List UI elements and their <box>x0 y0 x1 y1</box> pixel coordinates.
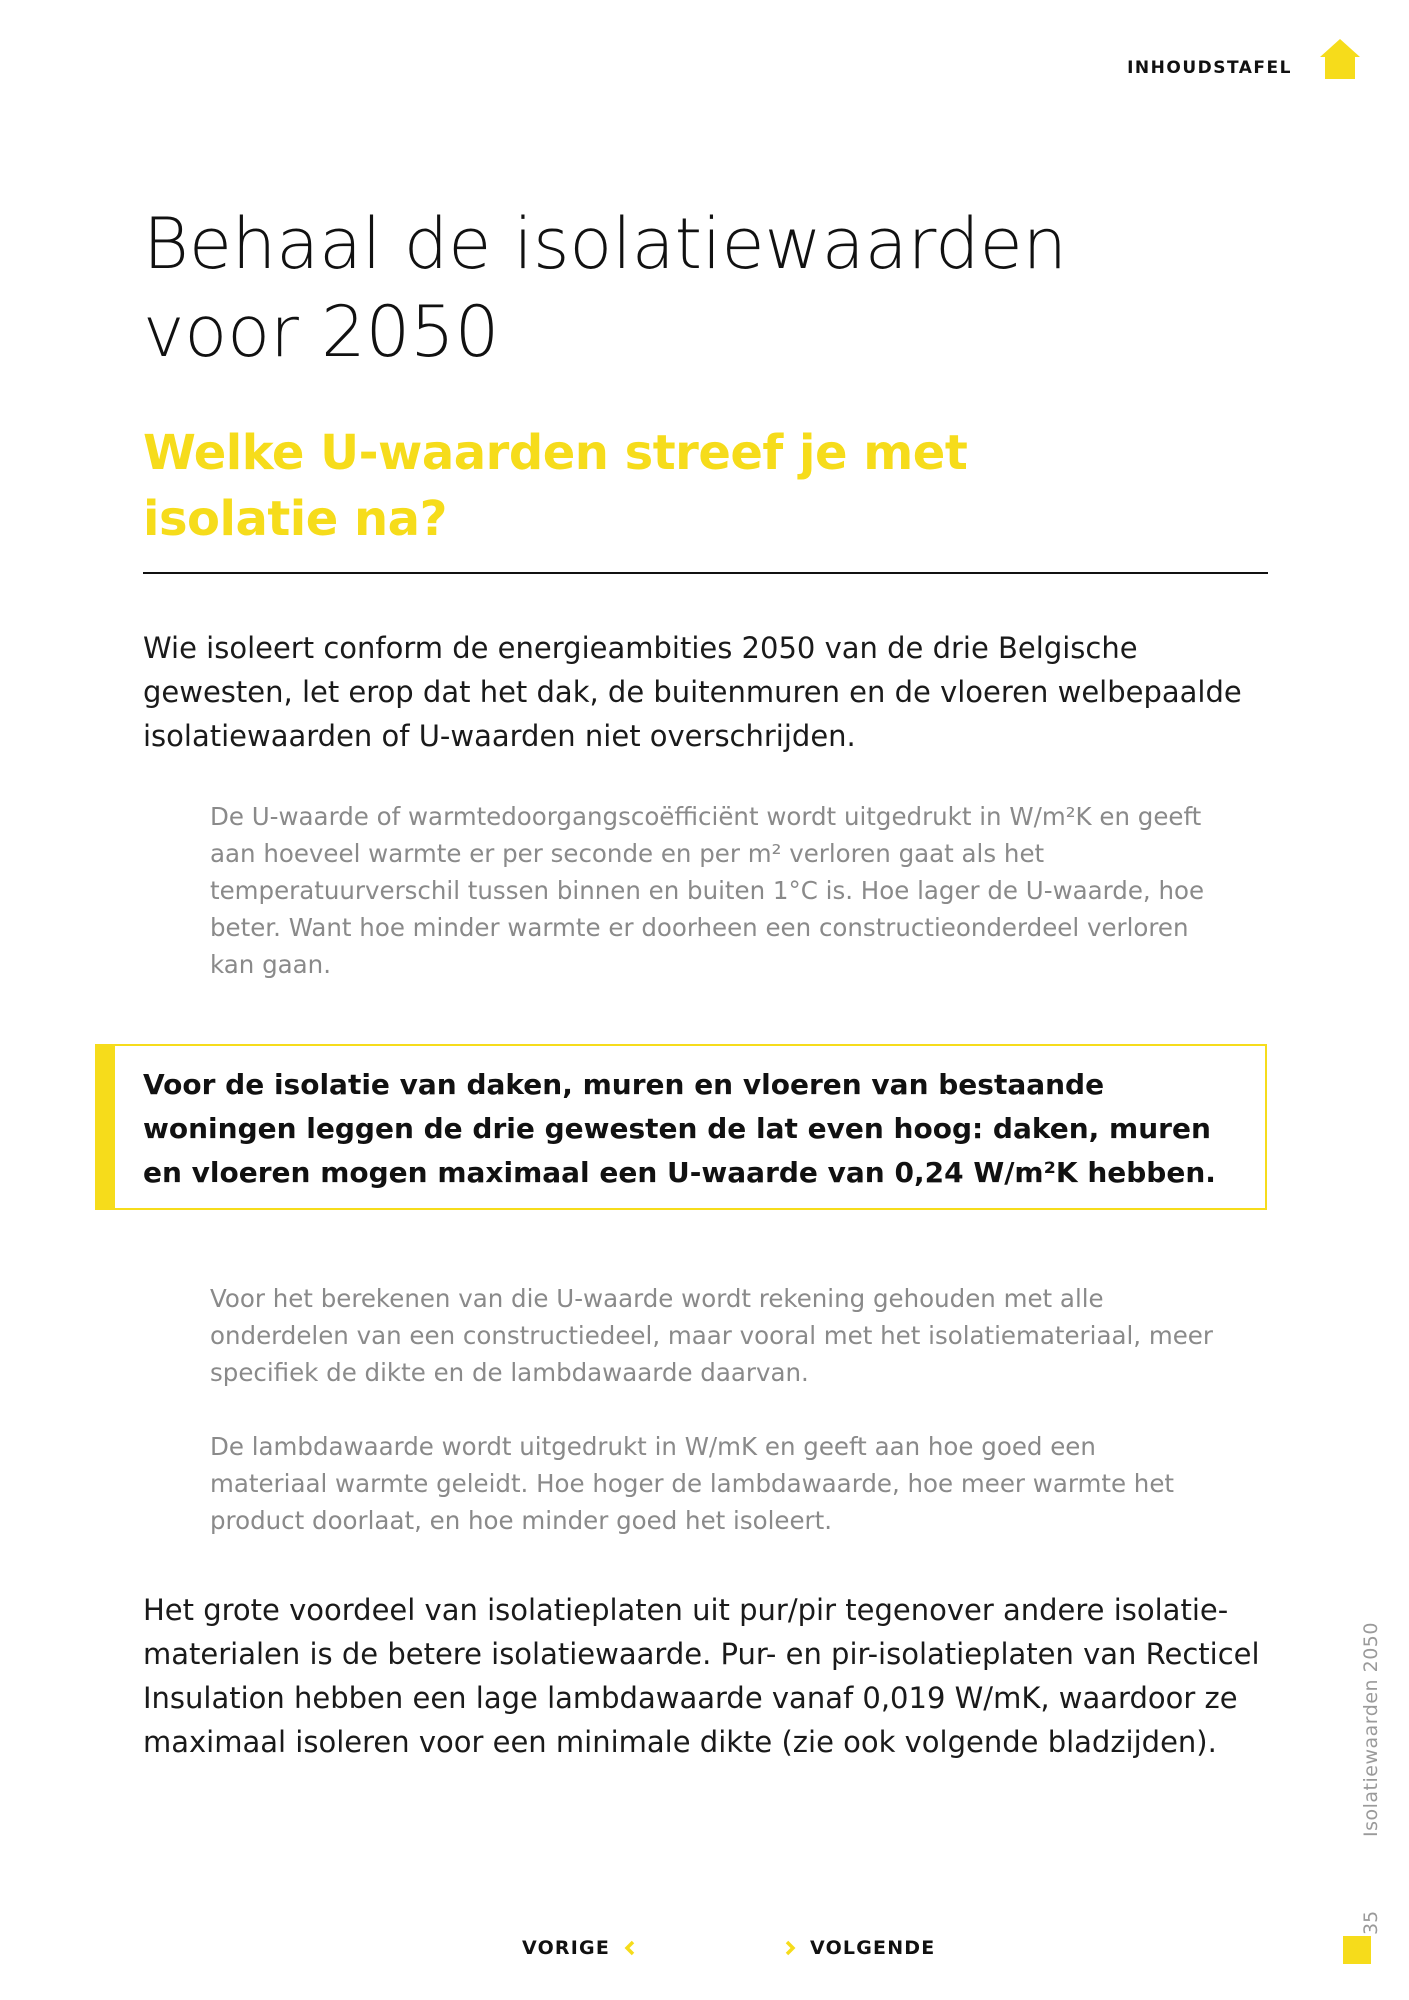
page-title: Behaal de isolatiewaarden voor 2050 <box>143 203 1068 373</box>
note-lambda: De lambdawaarde wordt uitgedrukt in W/mK en geeft aan hoe goed een materiaal warmte geleidt. Hoe hoger de lambdawaarde, hoe meer warmte het product doorlaat, en hoe minder goed het isoleert. <box>210 1432 1175 1535</box>
previous-button[interactable] <box>522 1937 636 1959</box>
chevron-right-icon <box>784 1939 796 1957</box>
page-marker <box>1343 1936 1371 1964</box>
page-subtitle: Welke U-waarden streef je met isolatie na? <box>143 425 968 547</box>
next-label: VOLGENDE <box>810 1937 936 1959</box>
section-label: Isolatiewaarden 2050 <box>1360 1622 1382 1837</box>
note-calculation: Voor het berekenen van die U-waarde wordt rekening gehouden met alle onderdelen van een constructiedeel, maar vooral met het isolatiemateriaal, meer specifiek de dikte en de lambdawaarde daarvan. <box>210 1284 1213 1387</box>
home-icon[interactable] <box>1318 37 1362 81</box>
page-number: 35 <box>1360 1910 1382 1935</box>
previous-label: VORIGE <box>522 1937 610 1959</box>
callout-text: Voor de isolatie van daken, muren en vloeren van bestaande woningen leggen de drie gewesten de lat even hoog: daken, muren en vloeren mogen maximaal een U-waarde van 0,24 W/m²K hebben. <box>143 1068 1216 1189</box>
closing-paragraph: Het grote voordeel van isolatieplaten uit pur/pir tegenover andere isolatie-materialen is de betere isolatiewaarde. Pur- en pir-isolatieplaten van Recticel Insulation hebben een lage lambdawaarde vanaf 0,019 W/mK, waardoor ze maximaal isoleren voor een minimale dikte (zie ook volgende bladzijden). <box>143 1593 1260 1759</box>
toc-link[interactable]: INHOUDSTAFEL <box>1127 58 1292 78</box>
note-u-value: De U-waarde of warmtedoorgangscoëfficiënt wordt uitgedrukt in W/m²K en geeft aan hoeveel warmte er per seconde en per m² verloren gaat als het temperatuurverschil tussen binnen en buiten 1°C is. Hoe lager de U-waarde, hoe beter. Want hoe minder warmte er doorheen een constructieonderdeel verloren kan gaan. <box>210 802 1205 979</box>
intro-paragraph: Wie isoleert conform de energieambities 2050 van de drie Belgische gewesten, let erop dat het dak, de buitenmuren en de vloeren welbepaalde isolatiewaarden of U-waarden niet overschrijden. <box>143 631 1242 753</box>
next-button[interactable] <box>784 1937 935 1959</box>
chevron-left-icon <box>624 1939 636 1957</box>
section-divider <box>143 572 1268 574</box>
